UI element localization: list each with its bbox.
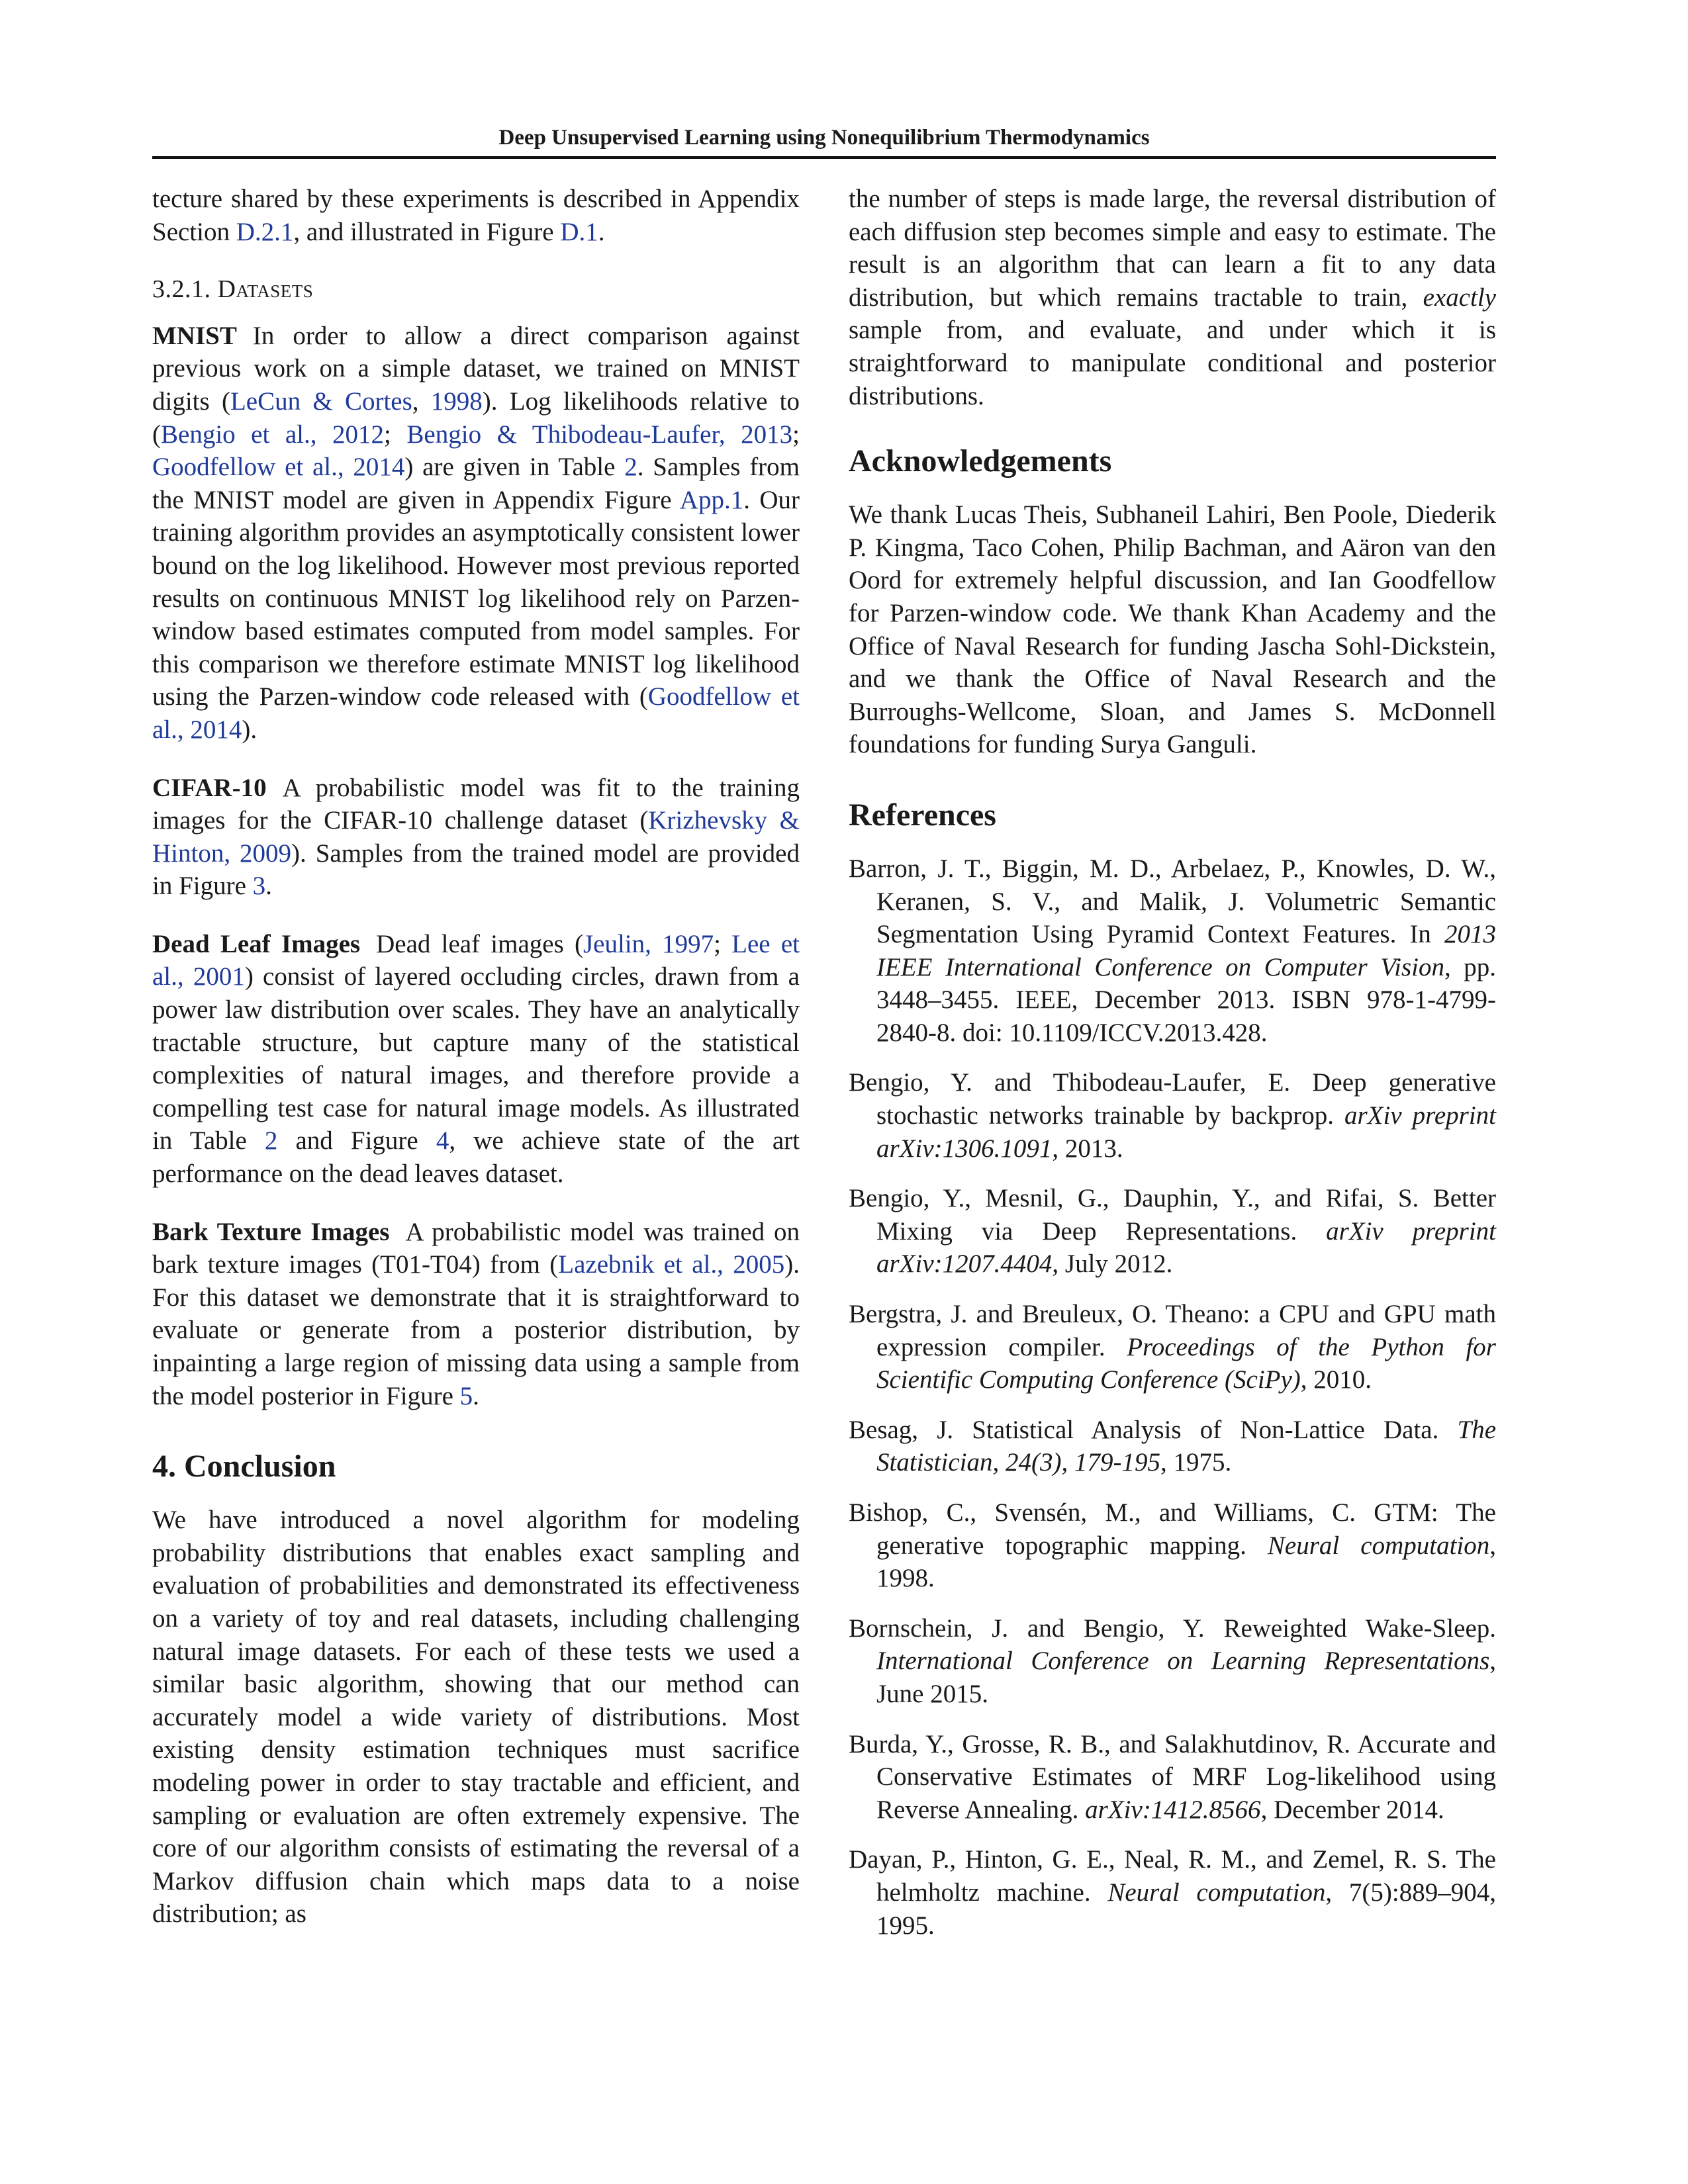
text-span: ). xyxy=(242,715,258,744)
link-figure-d1[interactable]: D.1 xyxy=(560,217,598,246)
reference-authors-title: Barron, J. T., Biggin, M. D., Arbelaez, P., Knowles, D. W., Keranen, S. V., and Malik, J. Volumetric Semantic Segmentation Using Pyramid Context Features. In xyxy=(849,854,1496,949)
citation-link[interactable]: 1998 xyxy=(430,387,483,416)
text-span: , xyxy=(412,387,431,416)
section-heading-acknowledgements: Acknowledgements xyxy=(849,443,1112,479)
text-span: ) are given in Table xyxy=(404,453,625,482)
reference-authors-title: Dayan, P., Hinton, G. E., Neal, R. M., and Zemel, R. S. The helmholtz machine. xyxy=(849,1845,1496,1907)
reference-venue: Neural computation xyxy=(1107,1878,1326,1907)
bark-paragraph xyxy=(152,1216,800,1413)
reference-details: , pp. 3448–3455. IEEE, December 2013. ISBN 978-1-4799-2840-8. doi: 10.1109/ICCV.2013.428. xyxy=(876,952,1497,1047)
bark-run-in-heading: Bark Texture Images xyxy=(152,1217,390,1246)
reference-details: , June 2015. xyxy=(876,1647,1496,1708)
citation-link[interactable]: Lazebnik et al., 2005 xyxy=(558,1250,785,1279)
text-span: and Figure xyxy=(277,1126,436,1156)
reference-details: , July 2012. xyxy=(1052,1250,1173,1279)
text-span: . Our training algorithm provides an asymptotically consistent lower bound on the log likelihood. However most previous reported results on continuous MNIST log likelihood rely on Parzen-window based estimates computed from model samples. For this comparison we therefore estimate MNIST log likelihood using the Parzen-window code released with ( xyxy=(152,485,800,711)
reference-entry xyxy=(849,1728,1496,1827)
reference-venue: Neural computation xyxy=(1267,1531,1490,1560)
reference-venue: arXiv preprint arXiv:1207.4404 xyxy=(876,1216,1496,1279)
text-span: ; xyxy=(384,420,407,449)
reference-list xyxy=(849,852,1496,1942)
text-span: A probabilistic model was fit to the training images for the CIFAR-10 challenge dataset ( xyxy=(152,773,800,835)
reference-entry xyxy=(849,1414,1496,1479)
conclusion-continuation xyxy=(849,183,1496,412)
reference-entry xyxy=(849,1066,1496,1165)
reference-entry xyxy=(849,1843,1496,1942)
link-figure-4[interactable]: 4 xyxy=(436,1126,449,1156)
text-span: . xyxy=(265,872,272,901)
dead-leaf-paragraph xyxy=(152,928,800,1191)
text-span: ) consist of layered occluding circles, drawn from a power law distribution over scales. They have an analytically tractable structure, but capture many of the statistical complexities of natural images, and therefore provide a compelling test case for natural image models. As illustrated in Table xyxy=(152,962,800,1156)
intro-paragraph xyxy=(152,183,800,248)
text-span: ; xyxy=(714,929,732,958)
reference-venue: arXiv:1412.8566 xyxy=(1085,1795,1261,1824)
text-span: ; xyxy=(792,420,800,449)
text-span: . xyxy=(598,217,605,246)
text-span: ). Log likelihoods relative to ( xyxy=(152,387,800,449)
subsection-title: Datasets xyxy=(217,275,314,304)
citation-link[interactable]: LeCun & Cortes xyxy=(230,387,412,416)
text-span: A probabilistic model was trained on bark texture images (T01-T04) from ( xyxy=(152,1217,800,1279)
reference-venue: 2013 IEEE International Conference on Computer Vision xyxy=(876,920,1496,981)
text-span: ). For this dataset we demonstrate that it is straightforward to evaluate or generate from a posterior distribution, by inpainting a large region of missing data using a sample from the model posterior in Figure xyxy=(152,1250,800,1410)
reference-venue: arXiv preprint arXiv:1306.1091 xyxy=(876,1101,1496,1163)
reference-authors-title: Bornschein, J. and Bengio, Y. Reweighted Wake-Sleep. xyxy=(849,1614,1496,1643)
mnist-run-in-heading: MNIST xyxy=(152,321,237,350)
reference-authors-title: Besag, J. Statistical Analysis of Non-Lattice Data. xyxy=(849,1415,1458,1444)
citation-link[interactable]: Krizhevsky & Hinton, 2009 xyxy=(152,806,800,868)
reference-authors-title: Bergstra, J. and Breuleux, O. Theano: a CPU and GPU math expression compiler. xyxy=(849,1300,1496,1361)
text-span: sample from, and evaluate, and under which it is straightforward to manipulate conditional and posterior distributions. xyxy=(849,316,1496,410)
text-span: , we achieve state of the art performance on the dead leaves dataset. xyxy=(152,1126,800,1189)
right-column xyxy=(849,183,1496,1959)
reference-details: , 1975. xyxy=(1160,1448,1232,1477)
reference-authors-title: Bishop, C., Svensén, M., and Williams, C. GTM: The generative topographic mapping. xyxy=(849,1498,1496,1560)
subsection-number: 3.2.1. xyxy=(152,275,218,304)
reference-entry xyxy=(849,1298,1496,1396)
reference-venue: Proceedings of the Python for Scientific Computing Conference (SciPy) xyxy=(876,1332,1496,1394)
reference-details: , 1998. xyxy=(876,1531,1496,1593)
text-span: tecture shared by these experiments is described in Appendix Section xyxy=(152,185,800,246)
section-heading-references: References xyxy=(849,797,996,833)
text-span: ). Samples from the trained model are provided in Figure xyxy=(152,839,800,901)
emphasis-text: exactly xyxy=(1423,283,1496,312)
citation-link[interactable]: Goodfellow et al., 2014 xyxy=(152,682,800,744)
text-span: , and illustrated in Figure xyxy=(293,217,561,246)
section-heading-conclusion: 4. Conclusion xyxy=(152,1449,336,1484)
cifar-run-in-heading: CIFAR-10 xyxy=(152,773,267,802)
reference-venue: International Conference on Learning Representations xyxy=(876,1647,1490,1676)
running-header: Deep Unsupervised Learning using Nonequilibrium Thermodynamics xyxy=(498,126,1150,150)
reference-entry xyxy=(849,1496,1496,1595)
citation-link[interactable]: Goodfellow et al., 2014 xyxy=(152,453,405,482)
dead-leaf-run-in-heading: Dead Leaf Images xyxy=(152,929,361,958)
subsection-heading-datasets xyxy=(152,273,800,306)
mnist-paragraph xyxy=(152,320,800,747)
text-span: Dead leaf images ( xyxy=(376,929,583,958)
reference-details: , 2013. xyxy=(1052,1134,1123,1163)
reference-authors-title: Bengio, Y. and Thibodeau-Laufer, E. Deep generative stochastic networks trainable by backprop. xyxy=(849,1068,1496,1130)
reference-venue: The Statistician, 24(3), 179-195 xyxy=(876,1415,1496,1477)
text-span: . xyxy=(473,1381,479,1410)
link-table-2[interactable]: 2 xyxy=(624,453,637,482)
link-table-2[interactable]: 2 xyxy=(264,1126,278,1156)
link-figure-app1[interactable]: App.1 xyxy=(679,485,744,514)
conclusion-paragraph: We have introduced a novel algorithm for modeling probability distributions that enables exact sampling and evaluation of probabilities and demonstrated its effectiveness on a variety of toy and real datasets, including challenging natural image datasets. For each of these tests we used a similar basic algorithm, showing that our method can accurately model a wide variety of distributions. Most existing density estimation techniques must sacrifice modeling power in order to stay tractable and efficient, and sampling or evaluation are often extremely expensive. The core of our algorithm consists of estimating the reversal of a Markov diffusion chain which maps data to a noise distribution; as xyxy=(152,1506,800,1929)
link-figure-3[interactable]: 3 xyxy=(252,872,266,901)
citation-link[interactable]: Bengio & Thibodeau-Laufer, 2013 xyxy=(406,420,793,449)
text-span: . Samples from the MNIST model are given in Appendix Figure xyxy=(152,453,800,514)
citation-link[interactable]: Bengio et al., 2012 xyxy=(161,420,385,449)
text-span: the number of steps is made large, the reversal distribution of each diffusion step becomes simple and easy to estimate. The result is an algorithm that can learn a fit to any data distribution, but which remains tractable to train, xyxy=(849,185,1496,312)
citation-link[interactable]: Jeulin, 1997 xyxy=(583,929,714,958)
reference-entry xyxy=(849,1612,1496,1711)
reference-details: , 2010. xyxy=(1300,1365,1372,1394)
link-appendix-d21[interactable]: D.2.1 xyxy=(236,217,294,246)
text-span: In order to allow a direct comparison against previous work on a simple dataset, we trained on MNIST digits ( xyxy=(152,321,800,416)
acknowledgements-paragraph: We thank Lucas Theis, Subhaneil Lahiri, Ben Poole, Diederik P. Kingma, Taco Cohen, Philip Bachman, and Aäron van den Oord for extremely helpful discussion, and Ian Goodfellow for Parzen-window code. We thank Khan Academy and the Office of Naval Research for funding Jascha Sohl-Dickstein, and we thank the Office of Naval Research and the Burroughs-Wellcome, Sloan, and James S. McDonnell foundations for funding Surya Ganguli. xyxy=(849,500,1496,759)
cifar-paragraph xyxy=(152,772,800,903)
citation-link[interactable]: Lee et al., 2001 xyxy=(152,929,800,991)
reference-entry xyxy=(849,1182,1496,1281)
reference-details: , 7(5):889–904, 1995. xyxy=(876,1878,1496,1940)
left-column xyxy=(152,183,800,1931)
reference-details: , December 2014. xyxy=(1260,1795,1444,1824)
reference-authors-title: Burda, Y., Grosse, R. B., and Salakhutdinov, R. Accurate and Conservative Estimates of MRF Log-likelihood using Reverse Annealing. xyxy=(849,1729,1496,1824)
link-figure-5[interactable]: 5 xyxy=(459,1381,473,1410)
reference-authors-title: Bengio, Y., Mesnil, G., Dauphin, Y., and Rifai, S. Better Mixing via Deep Representations. xyxy=(849,1184,1496,1246)
header-rule xyxy=(152,156,1496,159)
reference-entry xyxy=(849,852,1496,1050)
